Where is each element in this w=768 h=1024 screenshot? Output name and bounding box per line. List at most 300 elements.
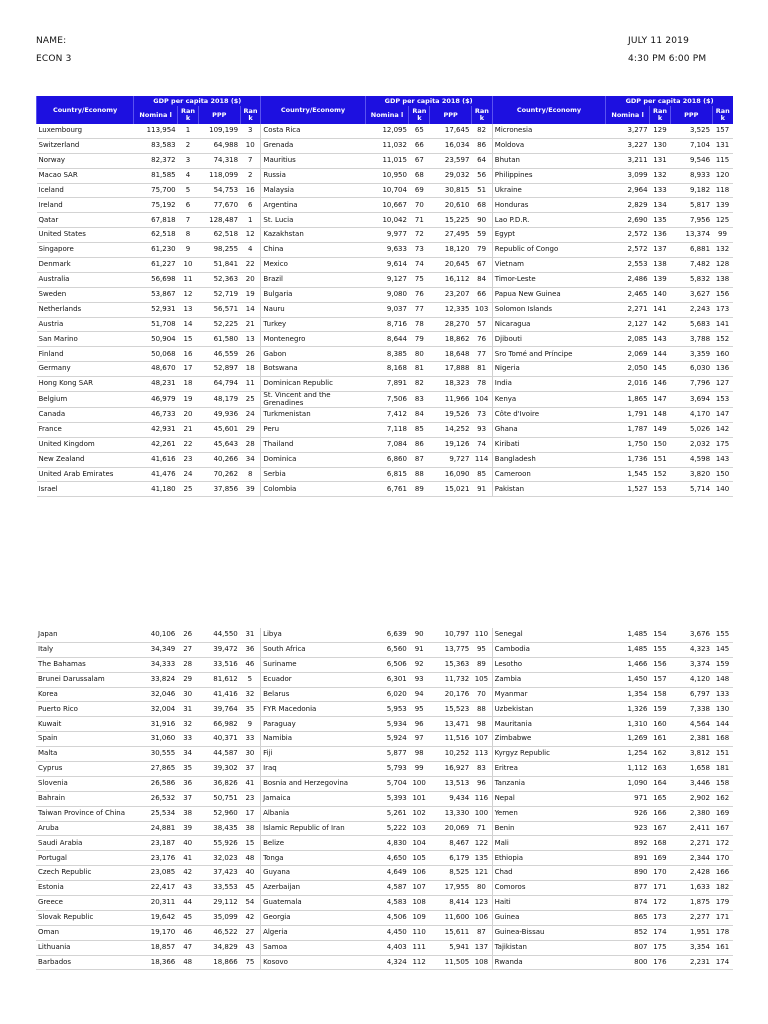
nominal-rank-cell: 167: [650, 821, 671, 836]
ppp-rank-cell: 87: [471, 925, 492, 940]
nominal-cell: 3,211: [606, 153, 650, 168]
nominal-cell: 6,761: [365, 482, 409, 497]
ppp-rank-cell: 131: [712, 138, 733, 153]
ppp-rank-cell: 171: [712, 910, 733, 925]
ppp-rank-cell: 174: [712, 955, 733, 970]
nominal-cell: 52,931: [134, 302, 178, 317]
ppp-rank-cell: 114: [471, 452, 492, 467]
nominal-cell: 1,466: [606, 657, 650, 672]
ppp-cell: 20,645: [430, 258, 472, 273]
nominal-rank-cell: 168: [650, 836, 671, 851]
country-cell: Argentina: [261, 198, 365, 213]
gdp-table-bottom: [36, 628, 733, 970]
nominal-cell: 9,037: [365, 302, 409, 317]
nominal-cell: 2,690: [606, 213, 650, 228]
ppp-cell: 9,434: [430, 791, 472, 806]
nominal-rank-cell: 149: [650, 422, 671, 437]
nominal-cell: 1,865: [606, 392, 650, 408]
nominal-rank-cell: 48: [177, 955, 198, 970]
nominal-cell: 10,667: [365, 198, 409, 213]
table-row: [37, 153, 734, 168]
country-cell: Mauritius: [261, 153, 365, 168]
header-rank-nominal: Ran k: [178, 106, 199, 124]
table-row: [37, 228, 734, 243]
ppp-cell: 2,411: [670, 821, 712, 836]
country-cell: Tonga: [261, 851, 365, 866]
country-cell: Lao P.D.R.: [492, 213, 605, 228]
ppp-cell: 50,751: [198, 791, 240, 806]
nominal-cell: 12,095: [365, 124, 409, 138]
nominal-rank-cell: 76: [409, 287, 430, 302]
country-cell: Singapore: [37, 243, 134, 258]
nominal-rank-cell: 41: [177, 851, 198, 866]
ppp-rank-cell: 78: [471, 377, 492, 392]
nominal-rank-cell: 79: [409, 332, 430, 347]
ppp-cell: 16,090: [430, 467, 472, 482]
nominal-cell: 75,700: [134, 183, 178, 198]
ppp-cell: 6,179: [430, 851, 472, 866]
nominal-cell: 1,090: [606, 776, 650, 791]
nominal-cell: 67,818: [134, 213, 178, 228]
ppp-rank-cell: 135: [471, 851, 492, 866]
country-cell: Hong Kong SAR: [37, 377, 134, 392]
ppp-rank-cell: 9: [240, 717, 261, 732]
table-row: [37, 198, 734, 213]
nominal-cell: 46,979: [134, 392, 178, 408]
nominal-cell: 923: [606, 821, 650, 836]
table-row: [37, 138, 734, 153]
table-row: [36, 791, 733, 806]
nominal-rank-cell: 1: [178, 124, 199, 138]
ppp-rank-cell: 182: [712, 881, 733, 896]
ppp-rank-cell: 181: [712, 762, 733, 777]
nominal-rank-cell: 137: [650, 243, 671, 258]
ppp-cell: 2,032: [670, 437, 712, 452]
nominal-cell: 4,649: [365, 866, 409, 881]
nominal-rank-cell: 155: [650, 642, 671, 657]
table-row: [37, 124, 734, 138]
ppp-rank-cell: 15: [240, 836, 261, 851]
ppp-rank-cell: 24: [240, 408, 261, 423]
nominal-rank-cell: 4: [178, 168, 199, 183]
nominal-cell: 6,815: [365, 467, 409, 482]
ppp-rank-cell: 157: [712, 124, 733, 138]
country-cell: Korea: [36, 687, 133, 702]
nominal-cell: 865: [606, 910, 650, 925]
table-row: [36, 910, 733, 925]
nominal-cell: 9,614: [365, 258, 409, 273]
name-label: NAME:: [36, 36, 67, 46]
country-cell: Netherlands: [37, 302, 134, 317]
country-cell: Tajikistan: [492, 940, 605, 955]
ppp-rank-cell: 66: [471, 287, 492, 302]
ppp-rank-cell: 104: [471, 392, 492, 408]
country-cell: St. Lucia: [261, 213, 365, 228]
country-cell: Qatar: [37, 213, 134, 228]
country-cell: Sro Tomé and Príncipe: [492, 347, 605, 362]
ppp-cell: 64,988: [198, 138, 240, 153]
ppp-cell: 3,820: [670, 467, 712, 482]
nominal-cell: 4,324: [365, 955, 409, 970]
nominal-rank-cell: 43: [177, 881, 198, 896]
table-row: [37, 362, 734, 377]
ppp-rank-cell: 98: [471, 717, 492, 732]
header-left: [36, 32, 72, 68]
nominal-rank-cell: 22: [178, 437, 199, 452]
nominal-cell: 23,187: [133, 836, 177, 851]
country-cell: Dominica: [261, 452, 365, 467]
nominal-cell: 3,227: [606, 138, 650, 153]
gdp-table: [36, 628, 733, 970]
ppp-cell: 20,069: [430, 821, 472, 836]
ppp-rank-cell: 161: [712, 940, 733, 955]
nominal-rank-cell: 108: [409, 896, 430, 911]
nominal-cell: 1,485: [606, 628, 650, 642]
nominal-cell: 46,733: [134, 408, 178, 423]
ppp-cell: 3,627: [670, 287, 712, 302]
country-cell: Greece: [36, 896, 133, 911]
header-nominal: Nomina l: [606, 106, 650, 124]
nominal-cell: 2,964: [606, 183, 650, 198]
nominal-cell: 2,085: [606, 332, 650, 347]
ppp-cell: 2,380: [670, 806, 712, 821]
nominal-rank-cell: 146: [650, 377, 671, 392]
nominal-rank-cell: 94: [409, 687, 430, 702]
nominal-cell: 4,650: [365, 851, 409, 866]
nominal-cell: 5,793: [365, 762, 409, 777]
ppp-rank-cell: 155: [712, 628, 733, 642]
ppp-cell: 52,363: [198, 272, 240, 287]
ppp-rank-cell: 96: [471, 776, 492, 791]
country-cell: Colombia: [261, 482, 365, 497]
nominal-cell: 4,587: [365, 881, 409, 896]
country-cell: United Arab Emirates: [37, 467, 134, 482]
ppp-rank-cell: 159: [712, 657, 733, 672]
ppp-cell: 36,826: [198, 776, 240, 791]
ppp-rank-cell: 3: [240, 124, 261, 138]
ppp-rank-cell: 18: [240, 362, 261, 377]
country-cell: Lithuania: [36, 940, 133, 955]
nominal-rank-cell: 100: [409, 776, 430, 791]
country-cell: Azerbaijan: [261, 881, 365, 896]
ppp-cell: 46,559: [198, 347, 240, 362]
ppp-rank-cell: 173: [712, 302, 733, 317]
nominal-cell: 81,585: [134, 168, 178, 183]
nominal-rank-cell: 174: [650, 925, 671, 940]
country-cell: Brazil: [261, 272, 365, 287]
country-cell: France: [37, 422, 134, 437]
nominal-rank-cell: 142: [650, 317, 671, 332]
ppp-cell: 11,732: [430, 672, 472, 687]
nominal-cell: 50,904: [134, 332, 178, 347]
nominal-cell: 2,829: [606, 198, 650, 213]
ppp-rank-cell: 179: [712, 896, 733, 911]
nominal-rank-cell: 134: [650, 198, 671, 213]
ppp-cell: 5,832: [670, 272, 712, 287]
country-cell: Georgia: [261, 910, 365, 925]
ppp-rank-cell: 56: [471, 168, 492, 183]
nominal-cell: 53,867: [134, 287, 178, 302]
nominal-cell: 23,085: [133, 866, 177, 881]
table-row: [37, 392, 734, 408]
nominal-cell: 5,924: [365, 732, 409, 747]
ppp-cell: 15,021: [430, 482, 472, 497]
nominal-rank-cell: 13: [178, 302, 199, 317]
table-row: [36, 776, 733, 791]
nominal-rank-cell: 38: [177, 806, 198, 821]
nominal-rank-cell: 138: [650, 258, 671, 273]
nominal-rank-cell: 135: [650, 213, 671, 228]
ppp-rank-cell: 167: [712, 821, 733, 836]
ppp-rank-cell: 48: [240, 851, 261, 866]
ppp-rank-cell: 145: [712, 642, 733, 657]
ppp-cell: 3,676: [670, 628, 712, 642]
ppp-cell: 54,753: [198, 183, 240, 198]
country-cell: Jamaica: [261, 791, 365, 806]
ppp-cell: 14,252: [430, 422, 472, 437]
ppp-cell: 11,966: [430, 392, 472, 408]
ppp-cell: 56,571: [198, 302, 240, 317]
nominal-cell: 40,106: [133, 628, 177, 642]
ppp-rank-cell: 99: [712, 228, 733, 243]
ppp-cell: 13,330: [430, 806, 472, 821]
ppp-cell: 39,764: [198, 702, 240, 717]
nominal-rank-cell: 82: [409, 377, 430, 392]
ppp-rank-cell: 5: [240, 672, 261, 687]
ppp-rank-cell: 16: [240, 183, 261, 198]
nominal-rank-cell: 11: [178, 272, 199, 287]
nominal-cell: 6,506: [365, 657, 409, 672]
nominal-cell: 7,506: [365, 392, 409, 408]
ppp-cell: 4,564: [670, 717, 712, 732]
country-cell: Honduras: [492, 198, 605, 213]
country-cell: Bosnia and Herzegovina: [261, 776, 365, 791]
ppp-cell: 11,516: [430, 732, 472, 747]
table-row: [37, 213, 734, 228]
nominal-cell: 8,385: [365, 347, 409, 362]
ppp-rank-cell: 105: [471, 672, 492, 687]
nominal-cell: 1,736: [606, 452, 650, 467]
nominal-cell: 1,485: [606, 642, 650, 657]
country-cell: South Africa: [261, 642, 365, 657]
nominal-rank-cell: 159: [650, 702, 671, 717]
header-country: Country/Economy: [37, 96, 134, 124]
ppp-rank-cell: 120: [712, 168, 733, 183]
nominal-cell: 1,112: [606, 762, 650, 777]
ppp-rank-cell: 178: [712, 925, 733, 940]
country-cell: Nauru: [261, 302, 365, 317]
nominal-rank-cell: 173: [650, 910, 671, 925]
ppp-rank-cell: 4: [240, 243, 261, 258]
table-row: [37, 287, 734, 302]
nominal-rank-cell: 68: [409, 168, 430, 183]
country-cell: Spain: [36, 732, 133, 747]
nominal-cell: 4,450: [365, 925, 409, 940]
ppp-rank-cell: 132: [712, 243, 733, 258]
ppp-cell: 6,881: [670, 243, 712, 258]
nominal-rank-cell: 23: [178, 452, 199, 467]
ppp-rank-cell: 89: [471, 657, 492, 672]
country-cell: Oman: [36, 925, 133, 940]
country-cell: Bhutan: [492, 153, 605, 168]
nominal-rank-cell: 91: [409, 642, 430, 657]
nominal-rank-cell: 164: [650, 776, 671, 791]
table-row: [37, 317, 734, 332]
nominal-cell: 48,231: [134, 377, 178, 392]
nominal-rank-cell: 151: [650, 452, 671, 467]
ppp-cell: 15,225: [430, 213, 472, 228]
header-rank-nominal: Ran k: [650, 106, 671, 124]
ppp-cell: 4,323: [670, 642, 712, 657]
country-cell: Vietnam: [492, 258, 605, 273]
nominal-cell: 2,572: [606, 243, 650, 258]
ppp-rank-cell: 51: [471, 183, 492, 198]
ppp-rank-cell: 169: [712, 806, 733, 821]
nominal-rank-cell: 47: [177, 940, 198, 955]
nominal-rank-cell: 144: [650, 347, 671, 362]
ppp-cell: 33,516: [198, 657, 240, 672]
ppp-rank-cell: 17: [240, 806, 261, 821]
nominal-rank-cell: 9: [178, 243, 199, 258]
nominal-cell: 26,586: [133, 776, 177, 791]
nominal-cell: 10,042: [365, 213, 409, 228]
ppp-cell: 1,875: [670, 896, 712, 911]
ppp-rank-cell: 139: [712, 198, 733, 213]
nominal-rank-cell: 139: [650, 272, 671, 287]
ppp-rank-cell: 30: [240, 747, 261, 762]
nominal-cell: 2,465: [606, 287, 650, 302]
table-row: [37, 332, 734, 347]
ppp-cell: 20,176: [430, 687, 472, 702]
ppp-rank-cell: 19: [240, 287, 261, 302]
ppp-cell: 118,099: [198, 168, 240, 183]
ppp-rank-cell: 80: [471, 881, 492, 896]
nominal-cell: 9,633: [365, 243, 409, 258]
country-cell: San Marino: [37, 332, 134, 347]
ppp-cell: 2,231: [670, 955, 712, 970]
country-cell: Dominican Republic: [261, 377, 365, 392]
ppp-cell: 109,199: [198, 124, 240, 138]
nominal-rank-cell: 83: [409, 392, 430, 408]
header-rank-ppp: Ran k: [471, 106, 492, 124]
nominal-cell: 31,916: [133, 717, 177, 732]
nominal-cell: 2,069: [606, 347, 650, 362]
country-cell: Guatemala: [261, 896, 365, 911]
nominal-cell: 4,506: [365, 910, 409, 925]
table-row: [36, 702, 733, 717]
nominal-cell: 10,950: [365, 168, 409, 183]
header-country: Country/Economy: [261, 96, 365, 124]
nominal-cell: 5,261: [365, 806, 409, 821]
ppp-rank-cell: 29: [240, 422, 261, 437]
nominal-rank-cell: 88: [409, 467, 430, 482]
nominal-cell: 9,080: [365, 287, 409, 302]
ppp-rank-cell: 83: [471, 762, 492, 777]
ppp-cell: 17,645: [430, 124, 472, 138]
nominal-rank-cell: 111: [409, 940, 430, 955]
country-cell: Russia: [261, 168, 365, 183]
country-cell: Montenegro: [261, 332, 365, 347]
table-row: [37, 467, 734, 482]
ppp-cell: 81,612: [198, 672, 240, 687]
country-cell: Namibia: [261, 732, 365, 747]
country-cell: Macao SAR: [37, 168, 134, 183]
ppp-rank-cell: 121: [471, 866, 492, 881]
nominal-rank-cell: 25: [178, 482, 199, 497]
nominal-cell: 6,020: [365, 687, 409, 702]
ppp-rank-cell: 175: [712, 437, 733, 452]
nominal-cell: 3,277: [606, 124, 650, 138]
country-cell: Kuwait: [36, 717, 133, 732]
ppp-rank-cell: 136: [712, 362, 733, 377]
nominal-cell: 42,261: [134, 437, 178, 452]
country-cell: Germany: [37, 362, 134, 377]
ppp-rank-cell: 93: [471, 422, 492, 437]
country-cell: Grenada: [261, 138, 365, 153]
table-row: [37, 482, 734, 497]
header-rank-ppp: Ran k: [240, 106, 261, 124]
country-cell: Kiribati: [492, 437, 605, 452]
country-cell: Yemen: [492, 806, 605, 821]
ppp-cell: 52,960: [198, 806, 240, 821]
nominal-cell: 7,891: [365, 377, 409, 392]
table-row: [37, 377, 734, 392]
country-cell: Algeria: [261, 925, 365, 940]
ppp-rank-cell: 172: [712, 836, 733, 851]
header-gdp-group: GDP per capita 2018 ($): [365, 96, 492, 106]
ppp-cell: 35,099: [198, 910, 240, 925]
nominal-cell: 18,366: [133, 955, 177, 970]
nominal-rank-cell: 81: [409, 362, 430, 377]
nominal-rank-cell: 112: [409, 955, 430, 970]
ppp-rank-cell: 141: [712, 317, 733, 332]
ppp-cell: 46,522: [198, 925, 240, 940]
nominal-cell: 3,099: [606, 168, 650, 183]
nominal-rank-cell: 169: [650, 851, 671, 866]
table-row: [37, 183, 734, 198]
ppp-rank-cell: 76: [471, 332, 492, 347]
nominal-rank-cell: 85: [409, 422, 430, 437]
ppp-rank-cell: 91: [471, 482, 492, 497]
ppp-cell: 7,338: [670, 702, 712, 717]
ppp-cell: 9,182: [670, 183, 712, 198]
nominal-cell: 9,127: [365, 272, 409, 287]
nominal-rank-cell: 106: [409, 866, 430, 881]
nominal-rank-cell: 172: [650, 896, 671, 911]
nominal-rank-cell: 19: [178, 392, 199, 408]
table-row: [37, 422, 734, 437]
nominal-cell: 41,476: [134, 467, 178, 482]
ppp-cell: 8,414: [430, 896, 472, 911]
country-cell: Islamic Republic of Iran: [261, 821, 365, 836]
country-cell: Chad: [492, 866, 605, 881]
date-label: JULY 11 2019: [628, 36, 690, 46]
nominal-rank-cell: 37: [177, 791, 198, 806]
nominal-cell: 56,698: [134, 272, 178, 287]
ppp-cell: 3,374: [670, 657, 712, 672]
table-row: [36, 762, 733, 777]
ppp-cell: 34,829: [198, 940, 240, 955]
country-cell: Uzbekistan: [492, 702, 605, 717]
table-row: [37, 168, 734, 183]
nominal-rank-cell: 70: [409, 198, 430, 213]
nominal-rank-cell: 176: [650, 955, 671, 970]
header-nominal: Nomina l: [134, 106, 178, 124]
country-cell: Iraq: [261, 762, 365, 777]
ppp-rank-cell: 36: [240, 642, 261, 657]
ppp-cell: 3,812: [670, 747, 712, 762]
ppp-rank-cell: 6: [240, 198, 261, 213]
